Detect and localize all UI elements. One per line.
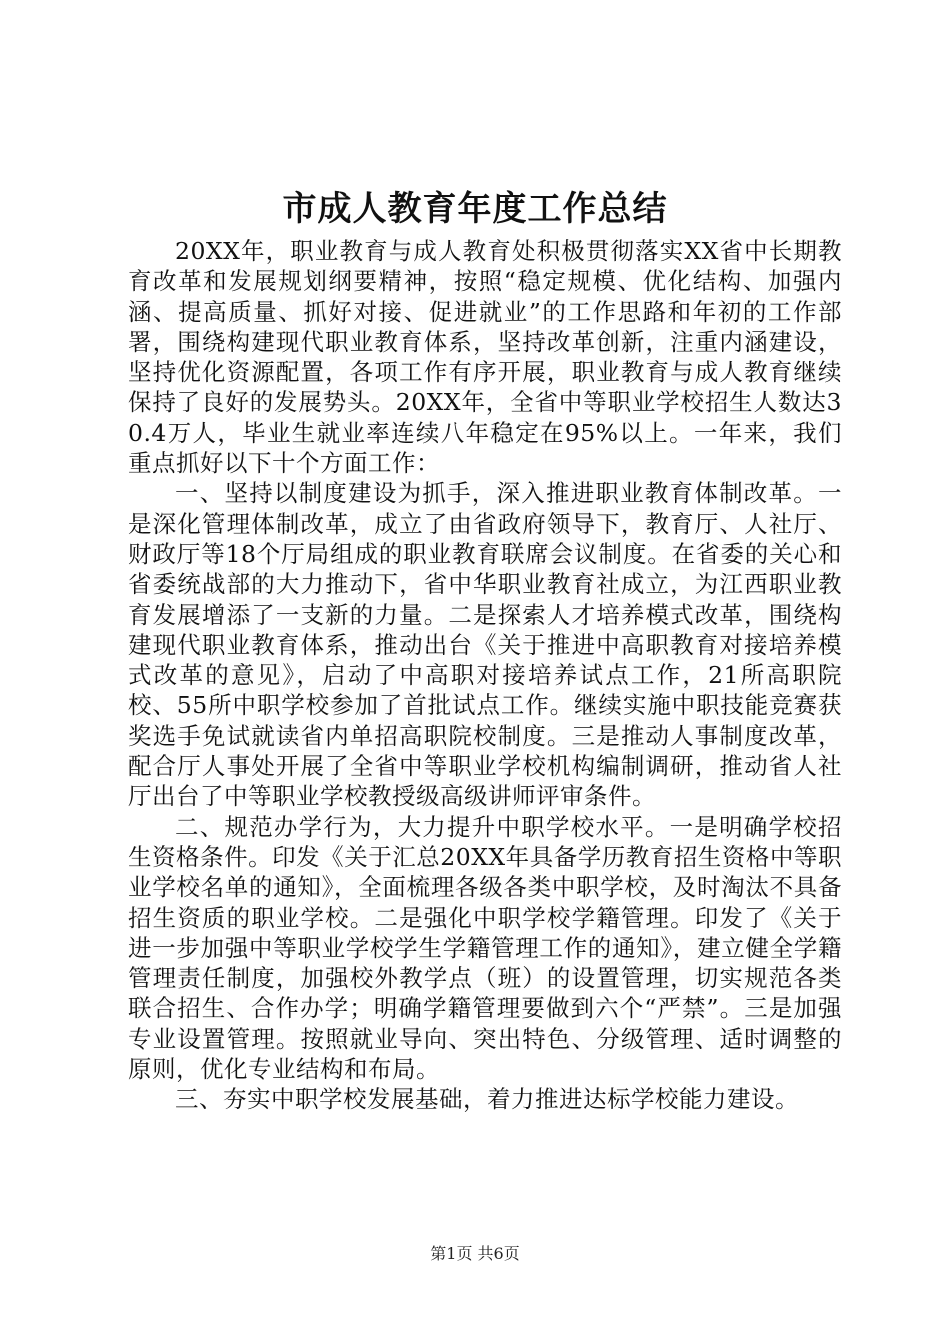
paragraph-intro: 20XX年，职业教育与成人教育处积极贯彻落实XX省中长期教育改革和发展规划纲要精神，按照“稳定规模、优化结构、加强内涵、提高质量、抓好对接、促进就业”的工作思路和年初的工作部署，围绕构建现代职业教育体系，坚持改革创新，注重内涵建设，坚持优化资源配置，各项工作有序开展，职业教育与成人教育继续保持了良好的发展势头。20XX年，全省中等职业学校招生人数达30.4万人，毕业生就业率连续八年稳定在95%以上。一年来，我们重点抓好以下十个方面工作：	[128, 237, 842, 478]
page-number-footer: 第1页 共6页	[430, 1244, 520, 1263]
paragraph-section-2: 二、规范办学行为，大力提升中职学校水平。一是明确学校招生资格条件。印发《关于汇总20XX年具备学历教育招生资格中等职业学校名单的通知》，全面梳理各级各类中职学校，及时淘汰不具备招生资质的职业学校。二是强化中职学校学籍管理。印发了《关于进一步加强中等职业学校学生学籍管理工作的通知》，建立健全学籍管理责任制度，加强校外教学点（班）的设置管理，切实规范各类联合招生、合作办学；明确学籍管理要做到六个“严禁”。三是加强专业设置管理。按照就业导向、突出特色、分级管理、适时调整的原则，优化专业结构和布局。	[128, 812, 842, 1084]
paragraph-section-3: 三、夯实中职学校发展基础，着力推进达标学校能力建设。	[175, 1085, 799, 1114]
document-body	[128, 236, 842, 1115]
paragraph-section-1: 一、坚持以制度建设为抓手，深入推进职业教育体制改革。一是深化管理体制改革，成立了由省政府领导下，教育厅、人社厅、财政厅等18个厅局组成的职业教育联席会议制度。在省委的关心和省委统战部的大力推动下，省中华职业教育社成立，为江西职业教育发展增添了一支新的力量。二是探索人才培养模式改革，围绕构建现代职业教育体系，推动出台《关于推进中高职教育对接培养模式改革的意见》，启动了中高职对接培养试点工作，21所高职院校、55所中职学校参加了首批试点工作。继续实施中职技能竞赛获奖选手免试就读省内单招高职院校制度。三是推动人事制度改革，配合厅人事处开展了全省中等职业学校机构编制调研，推动省人社厅出台了中等职业学校教授级高级讲师评审条件。	[128, 479, 842, 811]
document-title: 市成人教育年度工作总结	[282, 189, 668, 229]
